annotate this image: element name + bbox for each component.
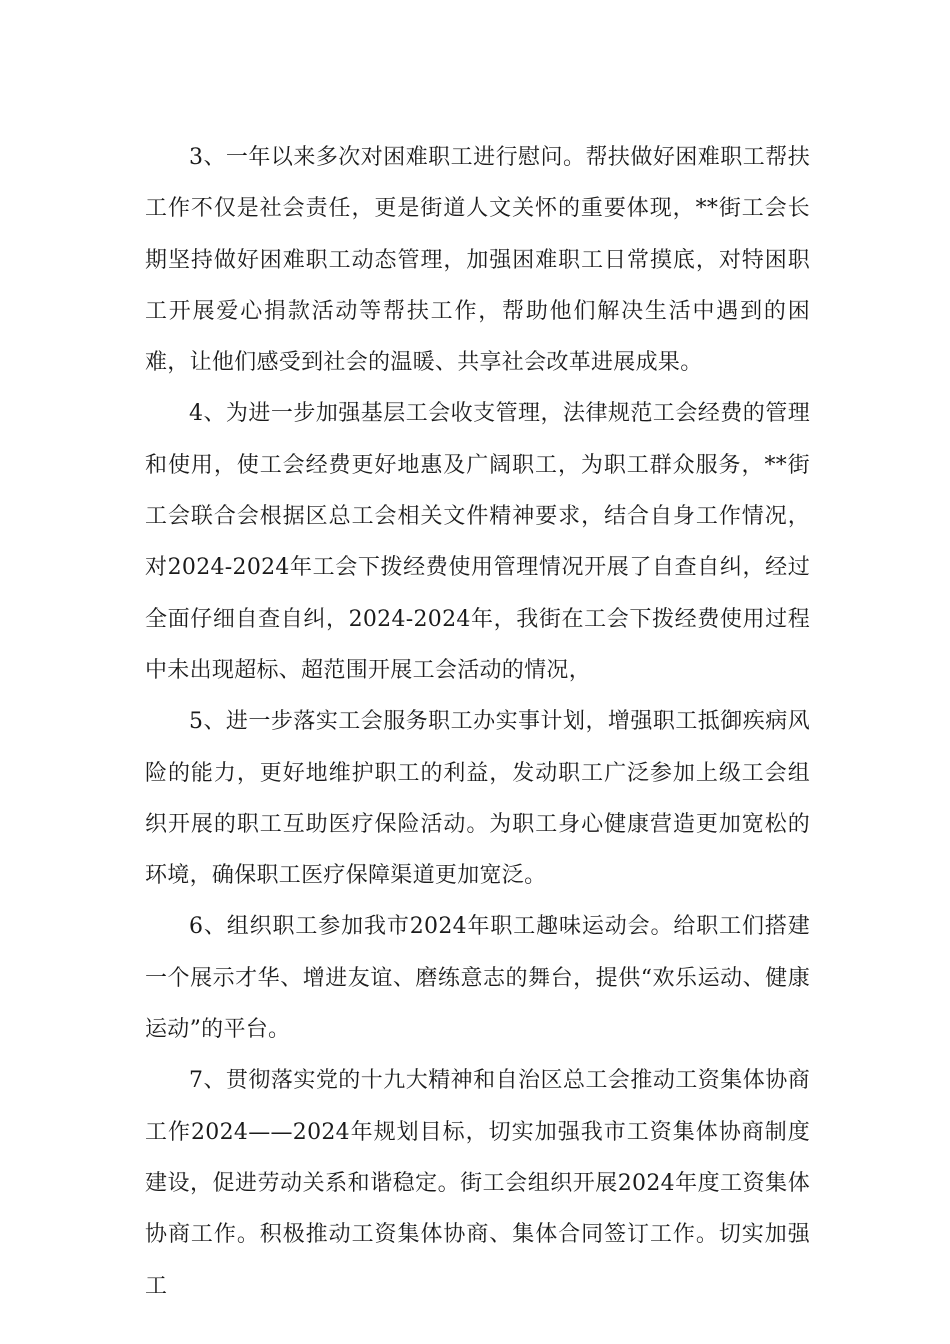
document-body <box>145 132 810 1312</box>
paragraph-3: 3、一年以来多次对困难职工进行慰问。帮扶做好困难职工帮扶工作不仅是社会责任，更是街道人文关怀的重要体现，**街工会长期坚持做好困难职工动态管理，加强困难职工日常摸底，对特困职工开展爱心捐款活动等帮扶工作，帮助他们解决生活中遇到的困难，让他们感受到社会的温暖、共享社会改革进展成果。 <box>145 145 810 376</box>
paragraph-7: 7、贯彻落实党的十九大精神和自治区总工会推动工资集体协商工作2024——2024年规划目标，切实加强我市工资集体协商制度建设，促进劳动关系和谐稳定。街工会组织开展2024年度工资集体协商工作。积极推动工资集体协商、集体合同签订工作。切实加强工 <box>145 1068 810 1299</box>
paragraph-6: 6、组织职工参加我市2024年职工趣味运动会。给职工们搭建一个展示才华、增进友谊、磨练意志的舞台，提供“欢乐运动、健康运动”的平台。 <box>145 914 810 1043</box>
paragraph-5: 5、进一步落实工会服务职工办实事计划，增强职工抵御疾病风险的能力，更好地维护职工的利益，发动职工广泛参加上级工会组织开展的职工互助医疗保险活动。为职工身心健康营造更加宽松的环境，确保职工医疗保障渠道更加宽泛。 <box>145 709 810 889</box>
paragraph-4: 4、为进一步加强基层工会收支管理，法律规范工会经费的管理和使用，使工会经费更好地惠及广阔职工，为职工群众服务，**街工会联合会根据区总工会相关文件精神要求，结合自身工作情况，对2024-2024年工会下拨经费使用管理情况开展了自查自纠，经过全面仔细自查自纠，2024-2024年，我街在工会下拨经费使用过程中未出现超标、超范围开展工会活动的情况， <box>145 401 810 683</box>
